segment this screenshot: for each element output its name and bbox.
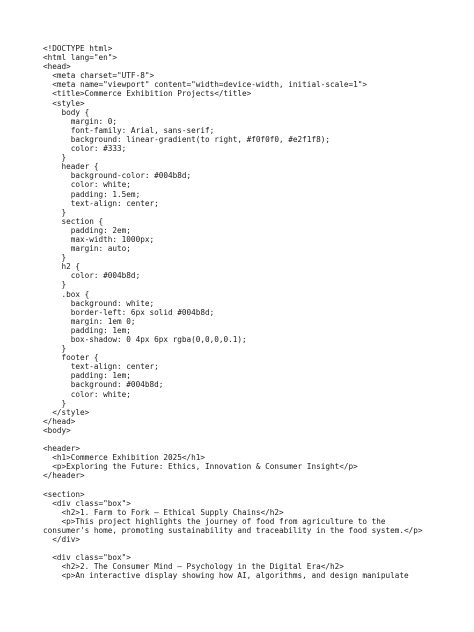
code-line: background-color: #004b8d; xyxy=(43,171,192,181)
code-line: background: #004b8d; xyxy=(43,380,164,390)
code-line: <h2>2. The Consumer Mind – Psychology in the Digital Era</h2> xyxy=(43,562,344,572)
code-line: text-align: center; xyxy=(43,362,159,372)
code-line: </head> xyxy=(43,416,76,426)
code-line: </div> xyxy=(43,535,81,545)
code-line: color: #004b8d; xyxy=(43,271,141,281)
code-line: <div class="box"> xyxy=(43,498,131,508)
code-line: <meta charset="UTF-8"> xyxy=(43,71,155,81)
code-line: padding: 1em; xyxy=(43,325,131,335)
code-line: background: linear-gradient(to right, #f0f0f0, #e2f1f8); xyxy=(43,134,330,144)
code-line: color: white; xyxy=(43,180,131,190)
code-line: </style> xyxy=(43,407,90,417)
code-line: text-align: center; xyxy=(43,198,159,208)
code-line: <p>Exploring the Future: Ethics, Innovation & Consumer Insight</p> xyxy=(43,462,358,472)
code-line: padding: 1.5em; xyxy=(43,189,141,199)
code-listing xyxy=(43,44,423,581)
code-line: <section> xyxy=(43,489,85,499)
code-line: .box { xyxy=(43,289,90,299)
code-line: </header> xyxy=(43,471,85,481)
code-line xyxy=(43,481,423,490)
code-line: <p>An interactive display showing how AI, algorithms, and design manipulate xyxy=(43,571,409,581)
code-line: <div class="box"> xyxy=(43,553,131,563)
code-line: h2 { xyxy=(43,262,81,272)
code-line: padding: 1em; xyxy=(43,371,131,381)
code-line: <header> xyxy=(43,444,81,454)
code-line xyxy=(43,435,423,444)
code-line: } xyxy=(43,398,67,408)
code-line: <meta name="viewport" content="width=device-width, initial-scale=1"> xyxy=(43,80,367,90)
code-line: font-family: Arial, sans-serif; xyxy=(43,125,215,135)
code-line: border-left: 6px solid #004b8d; xyxy=(43,307,215,317)
code-line: <body> xyxy=(43,425,71,435)
code-line: <html lang="en"> xyxy=(43,53,118,63)
code-line: <!DOCTYPE html> xyxy=(43,44,113,53)
code-line: <p>This project highlights the journey of food from agriculture to the xyxy=(43,516,386,526)
code-line: margin: 1em 0; xyxy=(43,316,136,326)
code-line: body { xyxy=(43,107,90,117)
code-line: } xyxy=(43,253,67,263)
code-line: padding: 2em; xyxy=(43,225,131,235)
code-line: section { xyxy=(43,216,104,226)
code-line: <head> xyxy=(43,62,71,72)
code-line: margin: auto; xyxy=(43,244,131,254)
code-line: <title>Commerce Exhibition Projects</title> xyxy=(43,89,252,99)
code-line: color: white; xyxy=(43,389,131,399)
code-line: } xyxy=(43,344,67,354)
code-line: max-width: 1000px; xyxy=(43,234,155,244)
code-line: background: white; xyxy=(43,298,155,308)
code-line: consumer's home, promoting sustainability and traceability in the food system.</p> xyxy=(43,525,423,535)
code-line: footer { xyxy=(43,353,99,363)
code-line: color: #333; xyxy=(43,144,127,154)
code-line xyxy=(43,544,423,553)
code-line: <h2>1. Farm to Fork – Ethical Supply Chains</h2> xyxy=(43,507,284,517)
code-line: <style> xyxy=(43,98,85,108)
code-line: } xyxy=(43,207,67,217)
code-line: margin: 0; xyxy=(43,116,118,126)
code-line: } xyxy=(43,280,67,290)
code-line: <h1>Commerce Exhibition 2025</h1> xyxy=(43,453,205,463)
code-line: } xyxy=(43,153,67,163)
code-line: header { xyxy=(43,162,99,172)
code-line: box-shadow: 0 4px 6px rgba(0,0,0,0.1); xyxy=(43,335,247,344)
